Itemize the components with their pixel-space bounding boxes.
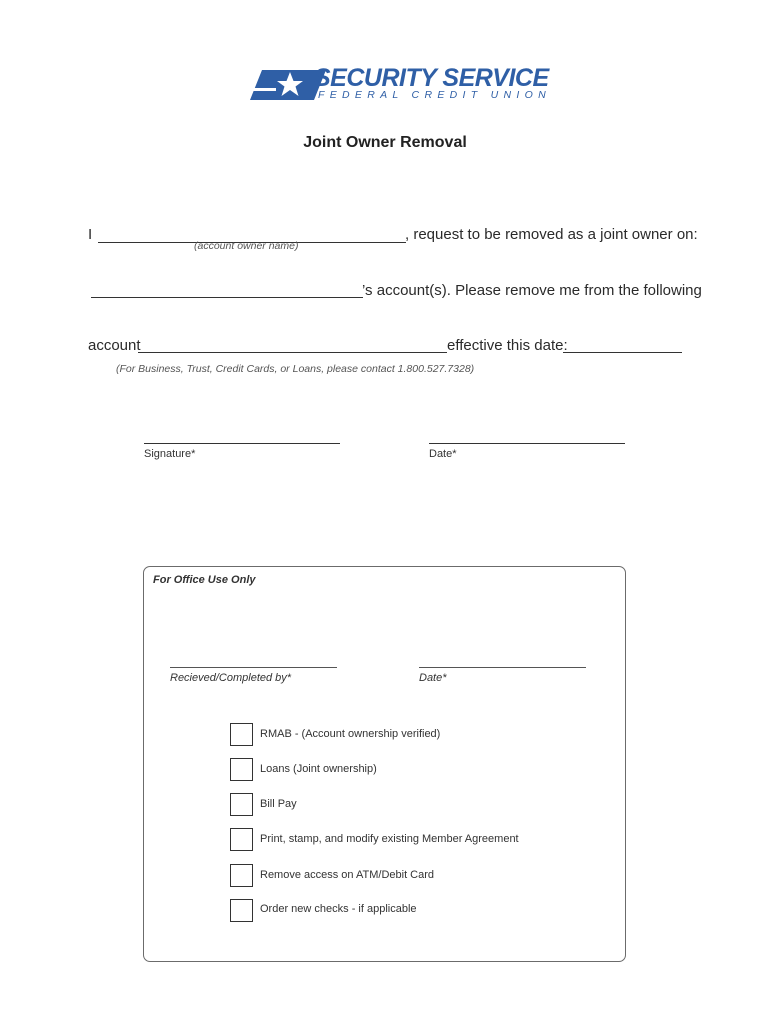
security-service-logo bbox=[248, 64, 551, 104]
line3-mid-text: effective this date: bbox=[447, 337, 568, 354]
office-date-field[interactable] bbox=[419, 667, 586, 668]
owner-name-field[interactable] bbox=[91, 297, 363, 298]
received-by-label: Recieved/Completed by* bbox=[170, 672, 292, 684]
loans-checkbox[interactable] bbox=[230, 758, 253, 781]
effective-date-field[interactable] bbox=[563, 352, 682, 353]
logo-sub-text: FEDERAL CREDIT UNION bbox=[318, 89, 551, 101]
logo-main-text: SECURITY SERVICE bbox=[314, 64, 549, 92]
order-checks-checkbox[interactable] bbox=[230, 899, 253, 922]
office-use-title: For Office Use Only bbox=[153, 574, 256, 586]
bill-pay-label: Bill Pay bbox=[260, 798, 297, 810]
signature-label: Signature* bbox=[144, 448, 196, 460]
form-title: Joint Owner Removal bbox=[303, 134, 467, 151]
account-number-field[interactable] bbox=[138, 352, 447, 353]
date-label: Date* bbox=[429, 448, 457, 460]
order-checks-label: Order new checks - if applicable bbox=[260, 903, 417, 915]
line1-end-text: , request to be removed as a joint owner on: bbox=[405, 226, 698, 243]
rmab-label: RMAB - (Account ownership verified) bbox=[260, 728, 441, 740]
signature-field[interactable] bbox=[144, 443, 340, 444]
business-contact-note: (For Business, Trust, Credit Cards, or Loans, please contact 1.800.527.7328) bbox=[116, 363, 475, 375]
account-owner-caption: (account owner name) bbox=[194, 240, 299, 252]
bill-pay-checkbox[interactable] bbox=[230, 793, 253, 816]
member-agreement-checkbox[interactable] bbox=[230, 828, 253, 851]
line2-end-text: ’s account(s). Please remove me from the following bbox=[362, 282, 702, 299]
line1-start-text: I bbox=[88, 226, 93, 243]
member-agreement-label: Print, stamp, and modify existing Member Agreement bbox=[260, 833, 519, 845]
line3-start-text: account bbox=[88, 337, 141, 354]
received-by-field[interactable] bbox=[170, 667, 337, 668]
office-date-label: Date* bbox=[419, 672, 447, 684]
date-field[interactable] bbox=[429, 443, 625, 444]
rmab-checkbox[interactable] bbox=[230, 723, 253, 746]
atm-debit-label: Remove access on ATM/Debit Card bbox=[260, 869, 435, 881]
atm-debit-checkbox[interactable] bbox=[230, 864, 253, 887]
loans-label: Loans (Joint ownership) bbox=[260, 763, 377, 775]
